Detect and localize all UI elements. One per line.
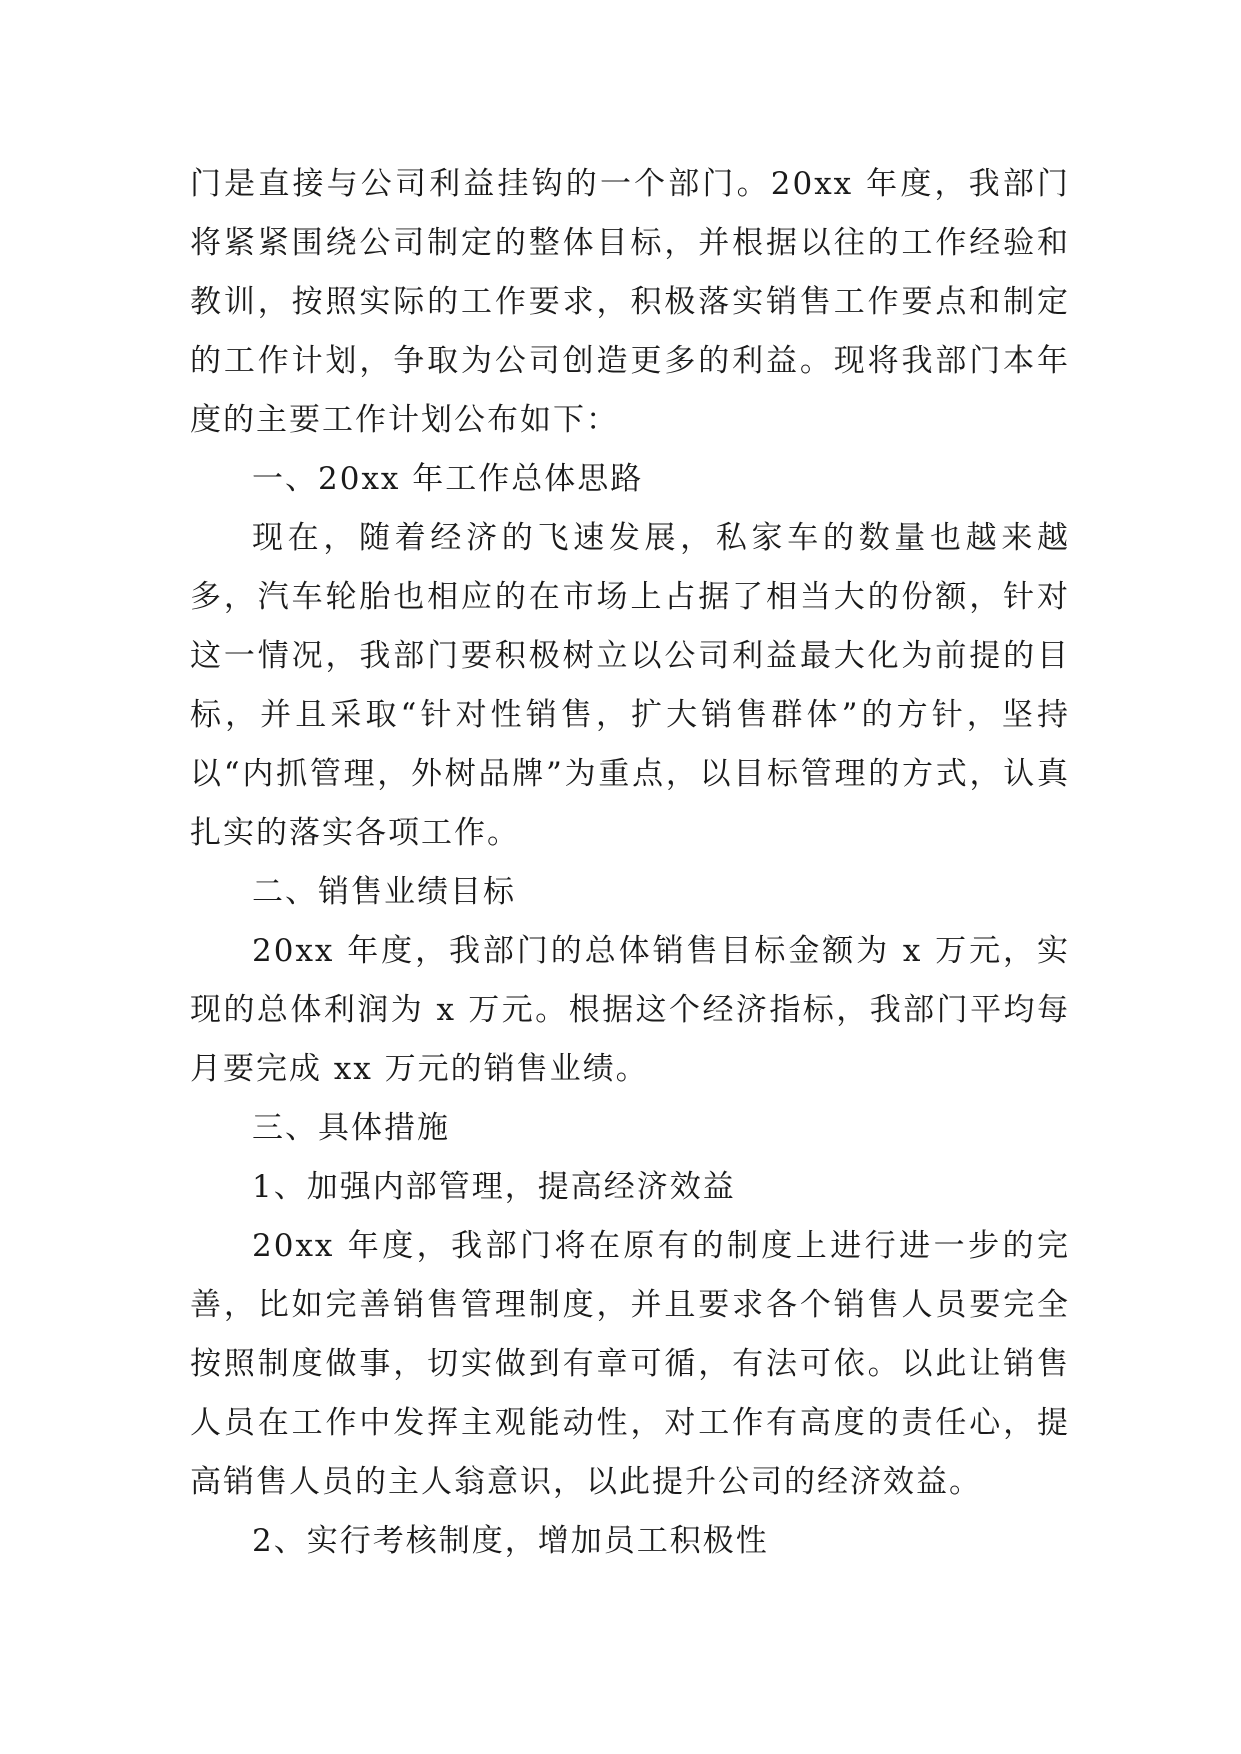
body-paragraph-3: 20xx 年度，我部门将在原有的制度上进行进一步的完善，比如完善销售管理制度，并且要求各个销售人员要完全按照制度做事，切实做到有章可循，有法可依。以此让销售人员在工作中发挥主观能动性，对工作有高度的责任心，提高销售人员的主人翁意识，以此提升公司的经济效益。 <box>190 1228 1070 1500</box>
section-heading-3: 三、具体措施 <box>252 1110 450 1146</box>
intro-paragraph: 门是直接与公司利益挂钩的一个部门。20xx 年度，我部门将紧紧围绕公司制定的整体目标，并根据以往的工作经验和教训，按照实际的工作要求，积极落实销售工作要点和制定的工作计划，争取为公司创造更多的利益。现将我部门本年度的主要工作计划公布如下： <box>190 166 1070 438</box>
body-paragraph-2: 20xx 年度，我部门的总体销售目标金额为 x 万元，实现的总体利润为 x 万元。根据这个经济指标，我部门平均每月要完成 xx 万元的销售业绩。 <box>190 933 1070 1087</box>
subsection-heading-2: 2、实行考核制度，增加员工积极性 <box>252 1523 769 1559</box>
document-body <box>190 155 1070 1571</box>
section-heading-1: 一、20xx 年工作总体思路 <box>252 461 644 497</box>
subsection-heading-1: 1、加强内部管理，提高经济效益 <box>252 1169 736 1205</box>
body-paragraph-1: 现在，随着经济的飞速发展，私家车的数量也越来越多，汽车轮胎也相应的在市场上占据了相当大的份额，针对这一情况，我部门要积极树立以公司利益最大化为前提的目标，并且采取“针对性销售，扩大销售群体”的方针，坚持以“内抓管理，外树品牌”为重点，以目标管理的方式，认真扎实的落实各项工作。 <box>190 520 1070 851</box>
section-heading-2: 二、销售业绩目标 <box>252 874 516 910</box>
